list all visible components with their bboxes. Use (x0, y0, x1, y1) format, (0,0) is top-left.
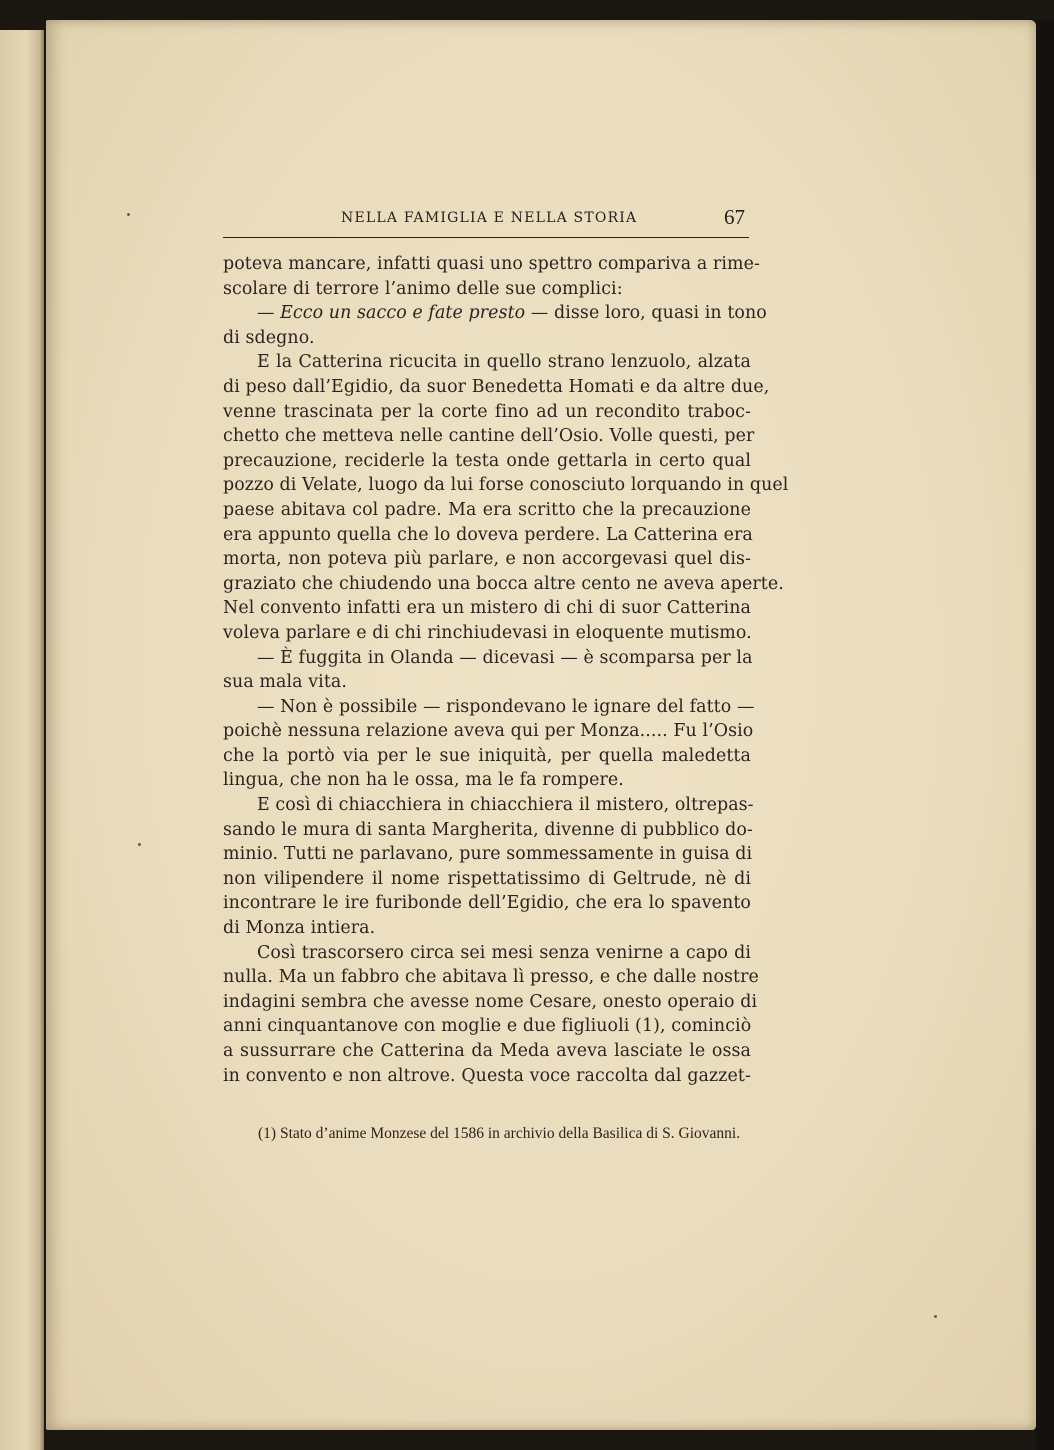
page-right-border (1036, 20, 1054, 1450)
text-line: non vilipendere il nome rispettatissimo di Geltrude, nè di (223, 868, 751, 889)
text-line: — Non è possibile — rispondevano le ignare del fatto — (257, 696, 755, 717)
text-line: E la Catterina ricucita in quello strano lenzuolo, alzata (257, 352, 751, 373)
text-line: Così trascorsero circa sei mesi senza venirne a capo di (257, 942, 751, 963)
text-line: morta, non poteva più parlare, e non accorgevasi quel dis- (223, 549, 751, 570)
text-line: — È fuggita in Olanda — dicevasi — è scomparsa per la (257, 647, 753, 668)
text-line: chetto che metteva nelle cantine dell’Osio. Volle questi, per (223, 426, 755, 447)
left-page-edge (0, 30, 44, 1450)
text-line: precauzione, reciderle la testa onde gettarla in certo qual (223, 450, 751, 471)
page-number: 67 (724, 205, 745, 229)
text-line: scolare di terrore l’animo delle sue complici: (223, 278, 623, 299)
footnote: (1) Stato d’anime Monzese del 1586 in archivio della Basilica di S. Giovanni. (258, 1125, 741, 1142)
text-line: di peso dall’Egidio, da suor Benedetta Homati e da altre due, (223, 376, 770, 397)
text-line: era appunto quella che lo doveva perdere. La Catterina era (223, 524, 753, 545)
text-line: Nel convento infatti era un mistero di chi di suor Catterina (223, 598, 751, 619)
text-fragment: — disse loro, quasi in tono (525, 303, 767, 324)
text-line: lingua, che non ha le ossa, ma le fa rompere. (223, 770, 624, 791)
paper-speck (138, 843, 141, 846)
text-line: graziato che chiudendo una bocca altre cento ne aveva aperte. (223, 573, 784, 594)
text-line: sando le mura di santa Margherita, divenne di pubblico do- (223, 819, 753, 840)
dialogue-dash: — (257, 303, 281, 324)
text-line: sua mala vita. (223, 672, 348, 693)
text-line: anni cinquantanove con moglie e due figliuoli (1), cominciò (223, 1016, 752, 1037)
body-text (223, 252, 789, 1088)
text-line: a sussurrare che Catterina da Meda aveva lasciate le ossa (223, 1041, 751, 1061)
text-line: minio. Tutti ne parlavano, pure sommessamente in guisa di (223, 844, 753, 865)
text-line: voleva parlare e di chi rinchiudevasi in eloquente mutismo. (223, 622, 752, 643)
text-line: pozzo di Velate, luogo da lui forse conosciuto lorquando in quel (223, 475, 789, 496)
text-line: incontrare le ire furibonde dell’Egidio, che era lo spavento (223, 893, 751, 914)
text-line: paese abitava col padre. Ma era scritto che la precauzione (223, 499, 751, 520)
text-line: indagini sembra che avesse nome Cesare, onesto operaio di (223, 991, 758, 1012)
text-line: venne trascinata per la corte fino ad un recondito traboc- (223, 401, 751, 422)
paper-speck (934, 1315, 937, 1318)
text-line-with-italic (223, 301, 767, 326)
text-line: in convento e non altrove. Questa voce raccolta dal gazzet- (223, 1065, 751, 1086)
page-header (223, 203, 749, 238)
text-line: poteva mancare, infatti quasi uno spettro compariva a rime- (223, 254, 760, 274)
text-line: che la portò via per le sue iniquità, per quella maledetta (223, 745, 751, 766)
text-line: E così di chiacchiera in chiacchiera il mistero, oltrepas- (257, 795, 754, 816)
text-line: di Monza intiera. (223, 918, 376, 939)
text-line: nulla. Ma un fabbro che abitava lì presso, e che dalle nostre (223, 967, 759, 988)
text-line: poichè nessuna relazione aveva qui per Monza..... Fu l’Osio (223, 721, 754, 742)
running-head: NELLA FAMIGLIA E NELLA STORIA (341, 210, 638, 226)
italic-quote: Ecco un sacco e fate presto (280, 303, 526, 324)
text-line: di sdegno. (223, 327, 315, 348)
paper-speck (127, 213, 130, 216)
